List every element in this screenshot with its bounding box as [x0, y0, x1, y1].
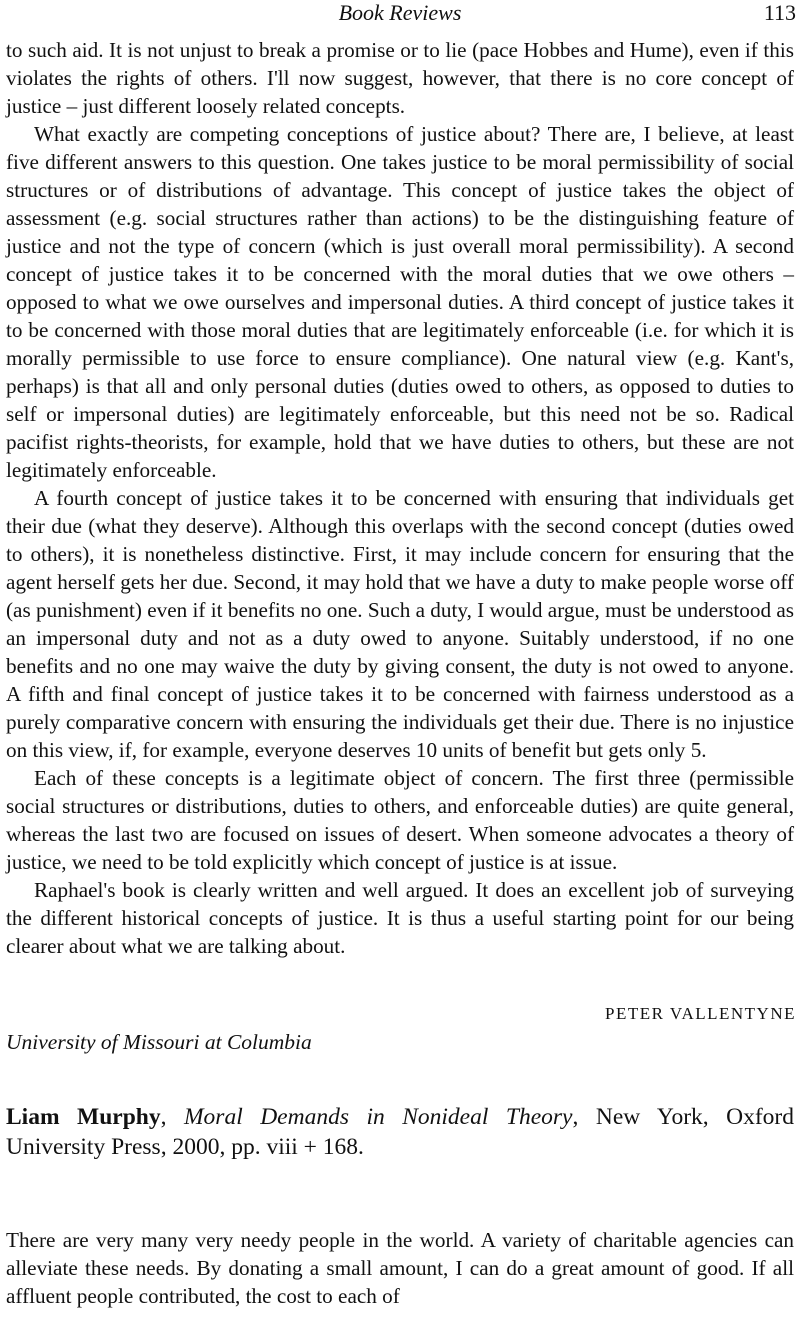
paragraph-1: to such aid. It is not unjust to break a promise or to lie (pace Hobbes and Hume), even if this violates the rights of others. I'll now suggest, however, that there is no core concept of justice – just different loosely related concepts.	[6, 38, 794, 118]
paragraph-5: Raphael's book is clearly written and well argued. It does an excellent job of surveying the different historical concepts of justice. It is thus a useful starting point for our being clearer about what we are talking about.	[6, 878, 794, 958]
paragraph-3: A fourth concept of justice takes it to be concerned with ensuring that individuals get their due (what they deserve). Although this overlaps with the second concept (duties owed to others), it is nonetheless distinctive. First, it may include concern for ensuring that the agent herself gets her due. Second, it may hold that we have a duty to make people worse off (as punishment) even if it benefits no one. Such a duty, I would argue, must be understood as an impersonal duty and not as a duty owed to anyone. Suitably understood, if no one benefits and no one may waive the duty by giving consent, the duty is not owed to anyone. A fifth and final concept of justice takes it to be concerned with fairness understood as a purely comparative concern with ensuring the individuals get their due. There is no injustice on this view, if, for example, everyone deserves 10 units of benefit but gets only 5.	[6, 486, 794, 762]
page-number: 113	[763, 0, 796, 25]
book-title: Moral Demands in Nonideal Theory	[183, 1104, 573, 1130]
page-header	[0, 0, 800, 30]
paragraph-4: Each of these concepts is a legitimate object of concern. The first three (permissible social structures or distributions, duties to others, and enforceable duties) are quite general, whereas the last two are focused on issues of desert. When someone advocates a theory of justice, we need to be told explicitly which concept of justice is at issue.	[6, 766, 794, 874]
book-author: Liam Murphy	[6, 1104, 161, 1130]
reviewer-affiliation: University of Missouri at Columbia	[6, 1030, 312, 1054]
murphy-paragraph-1: There are very many very needy people in the world. A variety of charitable agencies can alleviate these needs. By donating a small amount, I can do a great amount of good. If all affluent people contributed, the cost to each of	[6, 1228, 794, 1308]
running-title: Book Reviews	[338, 0, 462, 25]
review-body-vallentyne	[6, 36, 794, 960]
reviewer-name: PETER VALLENTYNE	[604, 1004, 796, 1023]
paragraph-2: What exactly are competing conceptions of justice about? There are, I believe, at least five different answers to this question. One takes justice to be moral permissibility of social structures or of distributions of advantage. This concept of justice takes the object of assessment (e.g. social structures rather than actions) to be the distinguishing feature of justice and not the type of concern (which is just overall moral permissibility). A second concept of justice takes it to be concerned with the moral duties that we owe others – opposed to what we owe ourselves and impersonal duties. A third concept of justice takes it to be concerned with those moral duties that are legitimately enforceable (i.e. for which it is morally permissible to use force to ensure compliance). One natural view (e.g. Kant's, perhaps) is that all and only personal duties (duties owed to others, as opposed to duties to self or impersonal duties) are legitimately enforceable, but this need not be so. Radical pacifist rights-theorists, for example, hold that we have duties to others, but these are not legitimately enforceable.	[6, 122, 794, 482]
review-heading-murphy: Liam Murphy, Moral Demands in Nonideal Theory, New York, Oxford University Press, 2000, pp. viii + 168.	[6, 1104, 795, 1160]
review-body-murphy	[6, 1226, 794, 1310]
publication-info: New York, Oxford University Press, 2000, pp. viii + 168.	[6, 1104, 795, 1160]
